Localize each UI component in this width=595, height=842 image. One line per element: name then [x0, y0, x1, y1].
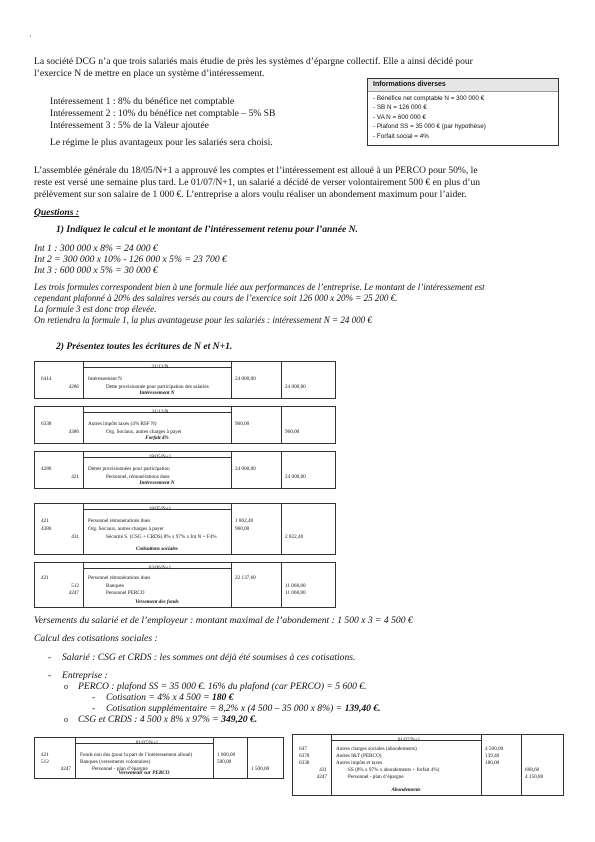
debit-account: 6378	[299, 753, 310, 759]
debit-account: 6338	[299, 760, 310, 766]
cotisation-supp-bullet: -	[92, 703, 96, 714]
debit-amount: 24 000,00	[235, 466, 256, 472]
regime-text: Le régime le plus avantageux pour les salariés sera choisi.	[50, 137, 273, 148]
credit-amount: 2 822,40	[285, 534, 304, 540]
debit-amount: 1 862,40	[235, 518, 254, 524]
journal-entry	[34, 361, 336, 399]
csg-bullet: o	[64, 715, 68, 724]
debit-account: 647	[299, 746, 307, 752]
explanation-line-1: Les trois formules correspondent bien à une formule liée aux performances de l’entreprise. Le montant de l’intéressement est	[34, 282, 485, 292]
debit-account: 512	[41, 759, 49, 765]
explanation-line-3: La formule 3 est donc trop élevée.	[34, 304, 157, 314]
assembly-line-1: L’assemblée générale du 18/05/N+1 a approuvé les comptes et l’intéressement est alloué à un PERCO pour 50%, le	[34, 165, 478, 176]
credit-amount: 11 068,80	[285, 590, 306, 596]
column-divider	[331, 735, 332, 795]
entry-label: Org. Sociaux, autres charges à payer	[106, 429, 182, 435]
credit-amount: 4 150,80	[525, 774, 544, 780]
entry-date: 31/12/N	[151, 364, 169, 370]
credit-account: 431	[319, 767, 327, 773]
info-box	[367, 78, 559, 146]
debit-account: 4286	[41, 466, 52, 472]
calcul-label: Calcul des cotisations sociales :	[34, 633, 158, 644]
cotisation-bullet: -	[92, 692, 96, 703]
column-divider	[481, 735, 482, 795]
perco-bullet: o	[64, 682, 68, 691]
explanation-line-4: On retiendra la formule 1, la plus avantageuse pour les salariés : intéressement N = 24 000 €	[34, 315, 372, 325]
entry-label: Sécurité S. (CSG + CRDS) 8% x 97% x Int N + F4%	[106, 534, 217, 540]
formula-2: Intéressement 2 : 10% du bénéfice net comptable – 5% SB	[50, 108, 276, 119]
entry-caption: Intéressement N	[139, 480, 175, 486]
assembly-line-2: reste est versé une semaine plus tard. Le 01/07/N+1, un salarié a décidé de verser volontairement 500 € en plus d’un	[34, 177, 481, 188]
entry-label: Personnel - plan d’épargne	[92, 766, 148, 772]
intro-line-1: La société DCG n’a que trois salariés mais étudie de près les systèmes d’épargne collectif. Elle a ainsi décidé pour	[34, 56, 473, 67]
credit-account: 4247	[68, 590, 79, 596]
debit-amount: 500,00	[217, 759, 232, 765]
int-calc-1: Int 1 : 300 000 x 8% = 24 000 €	[34, 243, 158, 254]
info-item-va: - VA N = 600 000 €	[373, 113, 426, 121]
csg-text: CSG et CRDS : 4 500 x 8% x 97% =	[78, 714, 222, 725]
entry-label: Personnel - plan d’épargne	[348, 774, 404, 780]
credit-amount: 24 000,00	[285, 384, 306, 390]
info-item-sb: - SB N = 126 000 €	[373, 104, 427, 112]
credit-account: 4247	[60, 766, 71, 772]
entry-label: Dette provisionnée pour participation des salariés	[106, 384, 209, 390]
debit-account: 4386	[41, 526, 52, 532]
csg-line	[78, 714, 257, 725]
credit-account: 4386	[68, 429, 79, 435]
credit-amount: 668,60	[525, 767, 540, 773]
int-calc-2: Int 2 = 300 000 x 10% - 126 000 x 5% = 23 700 €	[34, 254, 227, 265]
entry-caption: Versement des fonds	[135, 599, 179, 605]
column-divider	[521, 735, 522, 795]
question-2: 2) Présentez toutes les écritures de N et N+1.	[56, 341, 233, 352]
entry-label: Personnel rémunérations dues	[88, 575, 151, 581]
entry-label: Fonds non dus (pour la part de l’intéressement alloué)	[80, 752, 193, 758]
credit-amount: 11 068,80	[285, 582, 306, 589]
journal-entry	[34, 406, 336, 444]
debit-account: 6414	[41, 376, 52, 382]
column-divider	[281, 563, 282, 607]
entry-label: Autres impôts taxes (4% RSF N)	[88, 421, 157, 427]
intro-line-2: l’exercice N de mettre en place un système d’intéressement.	[34, 68, 265, 79]
entry-date: 18/05/N+1	[148, 506, 172, 512]
perco-line: PERCO : plafond SS = 35 000 €. 16% du plafond (car PERCO) = 5 600 €.	[78, 681, 367, 692]
debit-amount: 24 000,00	[235, 376, 256, 382]
credit-amount: 1 500,00	[251, 766, 270, 772]
assembly-line-3: prélèvement sur son salaire de 1 000 €. L’entreprise a alors voulu réaliser un abondement maximum pour l’aider.	[34, 189, 467, 200]
journal-entry	[34, 503, 336, 555]
entry-label: Autres charges sociales (abondements)	[336, 746, 417, 752]
credit-account: 421	[71, 474, 79, 480]
info-item-plafond: - Plafond SS = 35 000 € (par hypothèse)	[373, 123, 486, 131]
credit-account: 512	[71, 582, 79, 589]
debit-amount: 139,40	[485, 753, 500, 759]
column-divider	[281, 452, 282, 488]
entry-date: 01/07/N+1	[397, 737, 421, 743]
formula-3: Intéressement 3 : 5% de la Valeur ajoutée	[50, 120, 209, 131]
column-divider	[281, 504, 282, 554]
journal-entry	[34, 562, 336, 608]
questions-label: Questions :	[34, 207, 80, 218]
credit-account: 4286	[68, 384, 79, 390]
csg-value: 349,20 €.	[221, 714, 258, 725]
cotisation-text: Cotisation = 4% x 4 500 =	[106, 692, 212, 703]
entry-label: Autres I&T (PERCO)	[336, 753, 382, 759]
journal-entry	[34, 737, 284, 779]
column-divider	[247, 738, 248, 778]
journal-entry	[292, 734, 564, 796]
credit-amount: 960,00	[285, 429, 300, 435]
entry-label: Dettes provisionnées pour participation	[88, 466, 170, 472]
cotisation-supp-text: Cotisation supplémentaire = 8,2% x (4 500 – 35 000 x 8%) =	[106, 703, 345, 714]
debit-amount: 22 137,60	[235, 575, 256, 581]
entry-label: Personnel PERCO	[106, 590, 145, 596]
debit-amount: 960,00	[235, 421, 250, 427]
journal-entry	[34, 451, 336, 489]
formula-1: Intéressement 1 : 8% du bénéfice net comptable	[50, 96, 235, 107]
cotisation-supp-line	[106, 703, 381, 714]
column-divider	[281, 362, 282, 398]
entry-label: Banques (versements volontaires)	[80, 759, 151, 765]
debit-amount: 4 500,00	[485, 746, 504, 752]
question-1: 1) Indiquez le calcul et le montant de l’intéressement retenu pour l’année N.	[56, 224, 358, 235]
entry-caption: Intéressement N	[139, 390, 175, 396]
column-divider	[281, 407, 282, 443]
stray-mark: ·	[29, 32, 32, 41]
info-item-benefice: - Bénéfice net comptable N = 300 000 €	[373, 94, 485, 102]
cotisation-supp-value: 139,40 €.	[344, 703, 381, 714]
debit-account: 421	[41, 518, 49, 524]
versements-text: Versements du salarié et de l’employeur : montant maximal de l’abondement : 1 500 x 3 = 4 500 €	[34, 615, 413, 626]
entry-date: 31/12/N	[151, 409, 169, 415]
entry-label: Personnel, rémunérations dues	[106, 474, 170, 480]
entry-date: 01/07/N+1	[135, 740, 159, 746]
entry-caption: Abondements	[391, 787, 421, 793]
cotisation-line	[106, 692, 234, 703]
salarie-text: Salarié : CSG et CRDS : les sommes ont déjà été soumises à ces cotisations.	[62, 652, 356, 663]
debit-account: 421	[41, 752, 49, 758]
entry-label: Autres impôts et taxes	[336, 760, 383, 766]
debit-account: 6338	[41, 421, 52, 427]
explanation-line-2: cependant plafonné à 20% des salaires versés au cours de l’exercice soit 126 000 x 20% = 25 200 €.	[34, 293, 398, 303]
entreprise-bullet: -	[48, 670, 52, 681]
debit-amount: 1 000,00	[217, 752, 236, 758]
debit-amount: 960,00	[235, 526, 250, 532]
credit-amount: 24 000,00	[285, 474, 306, 480]
info-title: Informations diverses	[368, 79, 558, 92]
entreprise-label: Entreprise :	[62, 670, 108, 681]
debit-account: 421	[41, 575, 49, 581]
entry-label: SS (8% x 97% x abondements + forfait 4%)	[348, 767, 440, 773]
int-calc-3: Int 3 : 600 000 x 5% = 30 000 €	[34, 265, 158, 276]
entry-label: Personnel rémunérations dues	[88, 518, 151, 524]
entry-caption: Forfait 4%	[145, 435, 169, 441]
entry-label: Banques	[106, 582, 124, 589]
info-item-forfait: - Forfait social = 4%	[373, 132, 429, 140]
cotisation-value: 180 €	[211, 692, 234, 703]
debit-amount: 180,00	[485, 760, 500, 766]
entry-caption: Cotisations sociales	[136, 546, 178, 552]
entry-date: 03/06/N+1	[148, 565, 172, 571]
entry-label: Org. Sociaux, autres charges à payer	[88, 526, 164, 532]
entry-caption: Versements sur PERCO	[118, 770, 170, 776]
credit-account: 431	[71, 534, 79, 540]
entry-date: 18/05/N+1	[148, 454, 172, 460]
salarie-bullet: -	[48, 652, 52, 663]
entry-label: Intéressement N	[88, 376, 122, 382]
credit-account: 4247	[316, 774, 327, 780]
